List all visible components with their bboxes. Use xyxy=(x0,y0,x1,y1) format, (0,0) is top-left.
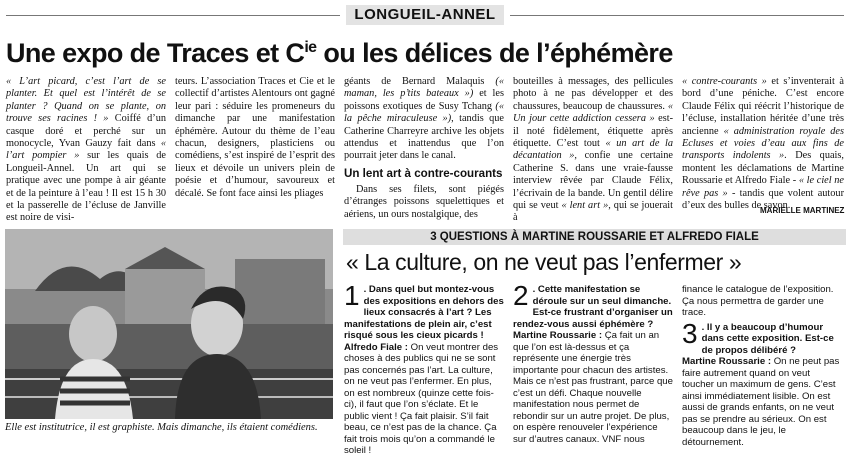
answer-text: On ne peut pas faire autrement quand on veut toucher un maximum de gens. C’est ainsi immédiatement lisible. On est aussi de grands enfants, on ne veut pas se prendre au sérieux. On est beaucoup dans le jeu, le détournement. xyxy=(682,356,840,448)
body-text: , tandis que Catherine Charreyre archive les objets attendus et inattendus que l’on pourrait jeter dans le canal. xyxy=(344,113,504,162)
question-number: 3 xyxy=(682,317,698,349)
body-text: est-il noté fidèlement, étiquette après étiquette. C’est tout xyxy=(513,113,673,150)
quoted-text: « le ciel ne rêve pas » xyxy=(682,175,844,199)
answer-text: On veut montrer des choses à des publics qui ne se sont pas concernés pas l’art. La culture, on ne veut pas l’enfermer. En plus, on est nombreux (quinze cette fois-ci), il faut que l’on s’éclate. Et le public vient ! Ça fait plaisir. S’il fait beau, ce n’est pas de la chance. Ça fait trois mois qu’on a commandé le soleil ! xyxy=(344,341,499,456)
question-number: 2 xyxy=(513,280,529,311)
photo-caption: Elle est institutrice, il est graphiste. Mais dimanche, ils étaient comédiens. xyxy=(5,422,318,433)
body-text: sur les quais de Longueil-Annel. Un art qui se pratique avec une pompe à air géante et de la peinture à l’eau ! Il est 15 h 30 et la passerelle de l’écluse de Janville est noire de visi- xyxy=(6,150,166,224)
article-column-1 xyxy=(6,76,166,225)
question-text: . Il y a beaucoup d’humour dans cette exposition. Est-ce de propos délibéré ? xyxy=(701,321,834,356)
interview-title: « La culture, on ne veut pas l’enfermer » xyxy=(346,249,742,275)
interview-question-2 xyxy=(513,280,673,445)
article-column-2 xyxy=(175,76,335,200)
body-text: géants de Bernard Malaquis xyxy=(344,76,496,87)
body-text: bouteilles à messages, des pellicules photo à ne pas développer et des chaussures, beaucoup de chaussures. xyxy=(513,76,673,112)
quoted-text: « lent art » xyxy=(561,200,609,212)
column-3-text xyxy=(344,76,504,163)
quoted-text: « un art de la décantation » xyxy=(513,138,673,162)
article-subhead: Un lent art à contre-courants xyxy=(344,166,503,180)
quoted-text: « l’art pompier » xyxy=(6,138,166,162)
column-text xyxy=(6,76,166,225)
body-text: - tandis que volent autour d’eux des bulles de savon. xyxy=(682,187,844,212)
article-column-3 xyxy=(344,76,504,221)
quoted-text: « administration royale des Ecluses et voies d’eau aux fins de transports indolents » xyxy=(682,125,844,162)
column-text xyxy=(682,76,844,212)
quoted-text: « Un jour cette addiction cessera » xyxy=(513,100,673,125)
headline-part-1: Une expo de Traces et C xyxy=(6,38,305,68)
body-text: , qui se jouerait à xyxy=(513,200,673,224)
column-text xyxy=(513,76,673,225)
question-text: . Dans quel but montez-vous des expositions en dehors des lieux consacrés à l’art ? Les manifestations de plein air, c’est risqué sous les cieux picards ! xyxy=(344,284,504,341)
article-column-4 xyxy=(513,76,673,225)
quoted-text: (« la pêche miraculeuse ») xyxy=(344,100,504,125)
column-3-text-after: Dans ses filets, sont piégés d’étranges poissons squelettiques et aériens, un ours nostalgique, des xyxy=(344,183,504,220)
kicker-rule-right xyxy=(510,15,844,16)
quoted-text: (« maman, les p’tits bateaux ») xyxy=(344,76,504,100)
body-text: et s’inventerait à bord d’une péniche. C’est encore Claude Félix qui réécrit l’historique de l’écluse, installation héritée d’une très ancienne xyxy=(682,76,844,137)
quoted-text: « contre-courants » xyxy=(682,76,767,87)
author-signature: MARIELLE MARTINEZ xyxy=(760,206,845,215)
column-2-text: teurs. L’association Traces et Cie et le collectif d’artistes Alentours ont gagné leur pari : séduire les promeneurs du dimanche par une manifestation éphémère. Autour du thème de l’eau chacun, designers, plasticiens ou comédiens, s’est inspiré de l’esprit des lieux et dévoile un univers plein de poésie et d’humour, savoureux et décalé. Se font face ainsi les pliages xyxy=(175,76,335,199)
speaker-name: Martine Roussarie : xyxy=(513,330,603,341)
interview-question-3 xyxy=(682,284,844,448)
article-column-5 xyxy=(682,76,844,212)
quoted-text: « L’art picard, c’est l’art de se planter. Et quel est l’intérêt de se planter ? Quand on se plante, on trouve ses racines ! » xyxy=(6,76,166,125)
speaker-name: Alfredo Fiale : xyxy=(344,341,408,353)
body-text: , confie une certaine Catherine S. dans une vraie-fausse interview rêvée par Claude Félix, l’écrivain de la bande. Un gentil délire qui se veut xyxy=(513,150,673,212)
interview-banner: 3 QUESTIONS À MARTINE ROUSSARIE ET ALFREDO FIALE xyxy=(343,229,846,245)
question-text: . Cette manifestation se déroule sur un seul dimanche. Est-ce frustrant d’organiser un rendez-vous aussi éphémère ? xyxy=(513,284,673,330)
question-number: 1 xyxy=(344,280,360,311)
interview-question-1 xyxy=(344,280,504,457)
body-text: . Des quais, montent les déclamations de Martine Roussarie et Alfredo Fiale - xyxy=(682,150,844,187)
question-2-continued: finance le catalogue de l’exposition. Ça nous permettra de garder une trace. xyxy=(682,284,834,318)
body-text: et les poissons exotiques de Susy Tchang xyxy=(344,88,504,112)
speaker-name: Martine Roussarie : xyxy=(682,356,772,367)
section-kicker: LONGUEIL-ANNEL xyxy=(346,5,504,25)
kicker-rule-left xyxy=(6,15,340,16)
body-text: Coiffé d’un casque doré et perché sur un monocycle, Yvan Gauzy fait dans xyxy=(6,113,166,150)
photo-illustration xyxy=(5,229,333,419)
section-kicker-bar xyxy=(0,4,850,26)
headline-part-2: ou les délices de l’éphémère xyxy=(316,38,673,68)
article-photo xyxy=(5,229,333,419)
headline-superscript: ie xyxy=(304,39,317,56)
article-headline xyxy=(6,31,846,70)
answer-text: Ça fait un an que l’on est là-dessus et ça représente une énergie très importante pour chacun des artistes. Mais ce n’est pas frustrant, parce que c’est un défi. Chaque nouvelle manifestation nous permet de rebondir sur un autre projet. De plus, on espère renouveler l’expérience sur d’autres canaux. VNF nous xyxy=(513,330,673,445)
